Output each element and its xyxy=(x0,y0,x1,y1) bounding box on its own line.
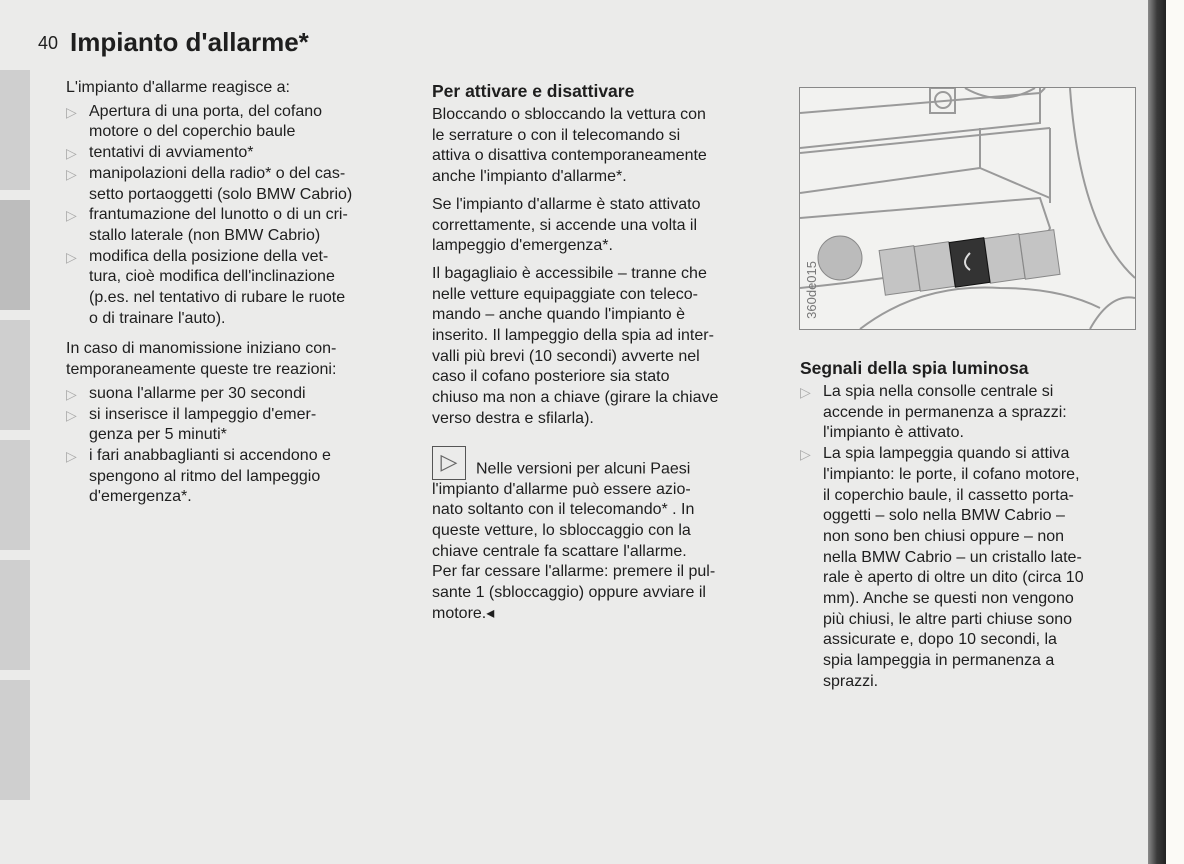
list-item: ▷ frantumazione del lunotto o di un cri- stallo laterale (non BMW Cabrio) xyxy=(66,206,348,244)
list-item: ▷ si inserisce il lampeggio d'emer- genza per 5 minuti* xyxy=(66,405,317,444)
bullet-triangle-icon: ▷ xyxy=(66,248,77,265)
left-column xyxy=(66,78,406,515)
reactions-intro: In caso di manomissione iniziano con- temporaneamente queste tre reazioni: xyxy=(66,340,337,379)
figure-code: 360de015 xyxy=(804,261,819,319)
facing-page-edge xyxy=(1166,0,1184,864)
bullet-triangle-icon: ▷ xyxy=(66,406,77,423)
paragraph: Bloccando o sbloccando la vettura con le serrature o con il telecomando si attiva o disattiva contemporaneamente anche l'impianto d'allarme*. xyxy=(432,106,707,186)
list-item: ▷ Apertura di una porta, del cofano motore o del coperchio baule xyxy=(66,102,323,141)
thumb-index-tabs xyxy=(0,0,30,864)
intro-text: L'impianto d'allarme reagisce a: xyxy=(66,79,290,96)
list-item: ▷ i fari anabbaglianti si accendono e spengono al ritmo del lampeggio d'emergenza*. xyxy=(66,446,331,506)
note-triangle-icon: ▷ xyxy=(432,446,466,480)
bullet-triangle-icon: ▷ xyxy=(66,165,77,182)
list-item: ▷ modifica della posizione della vet- tura, cioè modifica dell'inclinazione (p.es. nel tentativo di rubare le ruote o di trainare l'auto). xyxy=(66,247,346,327)
paragraph: Il bagagliaio è accessibile – tranne che nelle vetture equipaggiate con teleco- mando – anche quando l'impianto è inserito. Il lampeggio della spia ad inter- valli più brevi (10 secondi) avverte nel caso il cofano posteriore sia stato chiuso ma non a chiave (girare la chiave verso destra e sfilarla). xyxy=(432,264,719,427)
list-item: ▷ suona l'allarme per 30 secondi xyxy=(66,384,406,405)
bullet-triangle-icon: ▷ xyxy=(800,384,811,400)
list-item: ▷ La spia nella consolle centrale si accende in permanenza a sprazzi: l'impianto è attivato. xyxy=(800,383,1067,442)
trigger-list xyxy=(66,102,406,330)
bullet-triangle-icon: ▷ xyxy=(66,447,77,464)
right-column xyxy=(800,357,1145,700)
bullet-triangle-icon: ▷ xyxy=(66,385,77,402)
list-item: ▷ La spia lampeggia quando si attiva l'impianto: le porte, il cofano motore, il coperchio baule, il cassetto porta- oggetti – solo nella BMW Cabrio – non sono ben chiusi oppure – non nella BMW Cabrio – un cristallo late- rale è aperto di oltre un dito (circa 10 mm). Anche se questi non vengono più chiusi, le altre parti chiuse sono assicurate e, dopo 10 secondi, la spia lampeggia in permanenza a sprazzi. xyxy=(800,445,1084,690)
signal-list xyxy=(800,382,1145,693)
bullet-triangle-icon: ▷ xyxy=(66,103,77,120)
section-heading: Per attivare e disattivare xyxy=(432,81,635,101)
bullet-triangle-icon: ▷ xyxy=(66,145,77,162)
page-title: Impianto d'allarme* xyxy=(70,27,309,57)
page-spine xyxy=(1148,0,1166,864)
bullet-triangle-icon: ▷ xyxy=(66,207,77,224)
reaction-list xyxy=(66,384,406,508)
bullet-triangle-icon: ▷ xyxy=(800,446,811,463)
list-item: ▷ tentativi di avviamento* xyxy=(66,143,406,164)
list-item: ▷ manipolazioni della radio* o del cas- setto portaoggetti (solo BMW Cabrio) xyxy=(66,164,353,203)
page-number: 40 xyxy=(38,33,59,53)
note-block: ▷ Nelle versioni per alcuni Paesi l'impianto d'allarme può essere azio- nato soltanto con il telecomando* . In queste vetture, lo sbloccaggio con la chiave centrale fa scattare l'allarme. Per far cessare l'allarme: premere il pul- sante 1 (sbloccaggio) oppure avviare il motore.◂ xyxy=(432,446,782,625)
console-illustration xyxy=(799,87,1136,330)
middle-column xyxy=(432,80,782,631)
section-heading: Segnali della spia luminosa xyxy=(800,358,1029,378)
paragraph: Se l'impianto d'allarme è stato attivato correttamente, si accende una volta il lampeggio d'emergenza*. xyxy=(432,195,701,255)
center-console-drawing xyxy=(800,88,1135,329)
